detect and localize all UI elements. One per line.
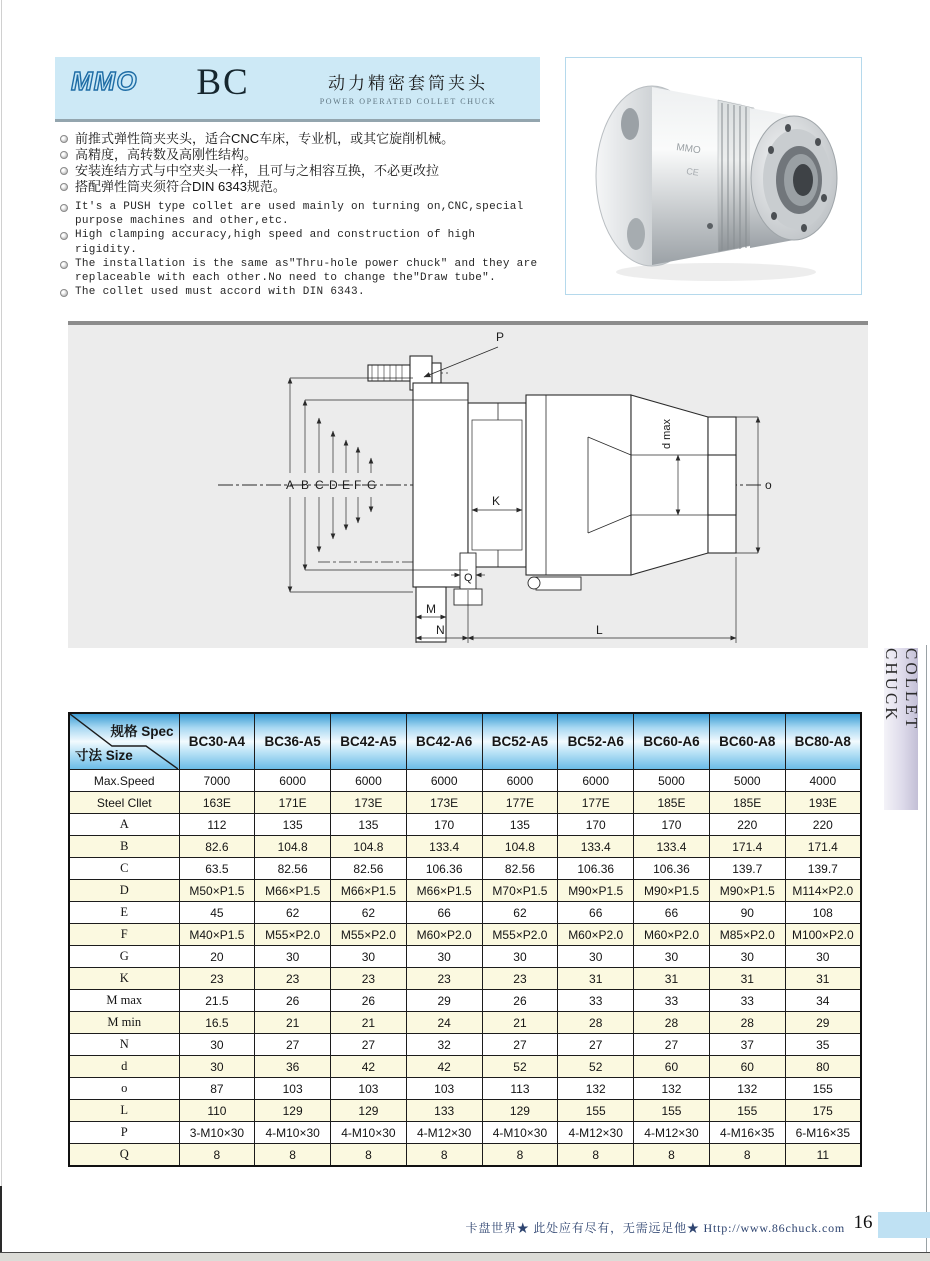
spec-cell: 108 bbox=[785, 902, 861, 924]
spec-cell: 30 bbox=[179, 1056, 255, 1078]
spec-row-k bbox=[69, 968, 861, 990]
spec-cell: 21.5 bbox=[179, 990, 255, 1012]
spec-cell: 129 bbox=[482, 1100, 558, 1122]
spec-cell: 11 bbox=[785, 1144, 861, 1167]
spec-cell: 163E bbox=[179, 792, 255, 814]
technical-drawing bbox=[68, 321, 868, 648]
spec-cell: 193E bbox=[785, 792, 861, 814]
spec-cell: 34 bbox=[785, 990, 861, 1012]
feature-en-text: The installation is the same as"Thru-hole power chuck" and they are replaceable with each other.No need to change the"Draw tube". bbox=[75, 257, 538, 285]
spec-row-label: Q bbox=[69, 1144, 179, 1167]
spec-cell: 135 bbox=[331, 814, 407, 836]
spec-cell: 30 bbox=[709, 946, 785, 968]
spec-cell: 220 bbox=[785, 814, 861, 836]
spec-cell: 28 bbox=[634, 1012, 710, 1034]
spec-cell: 185E bbox=[634, 792, 710, 814]
spec-column-header: BC42-A5 bbox=[331, 713, 407, 770]
brand-logo bbox=[67, 62, 177, 107]
spec-cell: 27 bbox=[482, 1034, 558, 1056]
spec-row-n bbox=[69, 1034, 861, 1056]
spec-row-label: B bbox=[69, 836, 179, 858]
spec-row-p bbox=[69, 1122, 861, 1144]
spec-cell: 37 bbox=[709, 1034, 785, 1056]
spec-cell: 171E bbox=[255, 792, 331, 814]
spec-row-label: Max.Speed bbox=[69, 770, 179, 792]
dim-label-n: N bbox=[436, 623, 445, 637]
series-code: BC bbox=[196, 62, 250, 103]
spec-cell: 170 bbox=[406, 814, 482, 836]
spec-cell: 113 bbox=[482, 1078, 558, 1100]
spec-cell: 29 bbox=[406, 990, 482, 1012]
spec-cell: 4-M12×30 bbox=[634, 1122, 710, 1144]
spec-cell: M66×P1.5 bbox=[331, 880, 407, 902]
spec-cell: 6000 bbox=[331, 770, 407, 792]
side-tab-label: COLLET CHUCK bbox=[882, 648, 921, 731]
spec-cell: 132 bbox=[634, 1078, 710, 1100]
dim-label-d: D bbox=[329, 478, 338, 492]
spec-cell: 185E bbox=[709, 792, 785, 814]
spec-cell: 82.56 bbox=[331, 858, 407, 880]
spec-cell: M55×P2.0 bbox=[482, 924, 558, 946]
spec-cell: 42 bbox=[331, 1056, 407, 1078]
spec-cell: 31 bbox=[634, 968, 710, 990]
spec-cell: 132 bbox=[558, 1078, 634, 1100]
spec-cell: 4-M10×30 bbox=[255, 1122, 331, 1144]
feature-en bbox=[58, 228, 544, 256]
spec-cell: 90 bbox=[709, 902, 785, 924]
bore-dark bbox=[793, 164, 813, 196]
spec-cell: 103 bbox=[331, 1078, 407, 1100]
dim-label-g: G bbox=[367, 478, 377, 492]
spec-cell: 8 bbox=[255, 1144, 331, 1167]
dim-label-q: Q bbox=[464, 572, 473, 584]
spec-cell: 35 bbox=[785, 1034, 861, 1056]
spec-table bbox=[68, 712, 862, 1167]
spec-column-header: BC42-A6 bbox=[406, 713, 482, 770]
bullet-icon bbox=[60, 232, 68, 240]
spec-row-label: D bbox=[69, 880, 179, 902]
spec-cell: 30 bbox=[406, 946, 482, 968]
spec-cell: 8 bbox=[558, 1144, 634, 1167]
spec-row-m-max bbox=[69, 990, 861, 1012]
spec-cell: 170 bbox=[634, 814, 710, 836]
spec-cell: M55×P2.0 bbox=[255, 924, 331, 946]
spec-cell: 8 bbox=[482, 1144, 558, 1167]
dim-label-m: M bbox=[426, 602, 436, 616]
spec-cell: 7000 bbox=[179, 770, 255, 792]
spec-cell: 173E bbox=[406, 792, 482, 814]
spec-cell: 129 bbox=[255, 1100, 331, 1122]
product-photo bbox=[565, 57, 862, 295]
spec-cell: M66×P1.5 bbox=[406, 880, 482, 902]
spec-cell: 26 bbox=[331, 990, 407, 1012]
spec-cell: 62 bbox=[255, 902, 331, 924]
spec-column-header: BC80-A8 bbox=[785, 713, 861, 770]
spec-column-header: BC52-A6 bbox=[558, 713, 634, 770]
spec-column-header: BC60-A6 bbox=[634, 713, 710, 770]
spec-cell: 45 bbox=[179, 902, 255, 924]
bullet-icon bbox=[60, 204, 68, 212]
spec-cell: 139.7 bbox=[785, 858, 861, 880]
spec-cell: M90×P1.5 bbox=[634, 880, 710, 902]
corner-label-spec: 规格 Spec bbox=[110, 724, 174, 739]
spec-row-a bbox=[69, 814, 861, 836]
spec-row-label: M min bbox=[69, 1012, 179, 1034]
spec-row-label: L bbox=[69, 1100, 179, 1122]
product-title-block bbox=[283, 69, 533, 106]
spec-row-g bbox=[69, 946, 861, 968]
product-title-en: POWER OPERATED COLLET CHUCK bbox=[319, 97, 497, 106]
spec-cell: 23 bbox=[406, 968, 482, 990]
knurled-ring bbox=[718, 100, 754, 252]
spec-cell: 31 bbox=[785, 968, 861, 990]
spec-cell: 30 bbox=[482, 946, 558, 968]
spec-row-label: P bbox=[69, 1122, 179, 1144]
dim-label-o: o bbox=[765, 478, 772, 492]
spec-cell: 104.8 bbox=[255, 836, 331, 858]
spec-cell: 31 bbox=[709, 968, 785, 990]
spec-cell: 177E bbox=[482, 792, 558, 814]
spec-cell: 60 bbox=[634, 1056, 710, 1078]
spec-cell: 21 bbox=[482, 1012, 558, 1034]
bullet-icon bbox=[60, 289, 68, 297]
spec-row-o bbox=[69, 1078, 861, 1100]
spec-cell: M100×P2.0 bbox=[785, 924, 861, 946]
feature-cn bbox=[58, 179, 544, 195]
feature-en bbox=[58, 200, 544, 228]
spec-row-label: K bbox=[69, 968, 179, 990]
feature-en-text: The collet used must accord with DIN 6343. bbox=[75, 286, 365, 299]
spec-cell: 110 bbox=[179, 1100, 255, 1122]
feature-en-text: High clamping accuracy,high speed and construction of high rigidity. bbox=[75, 229, 476, 256]
spec-cell: M90×P1.5 bbox=[709, 880, 785, 902]
spec-cell: 8 bbox=[179, 1144, 255, 1167]
spec-row-label: A bbox=[69, 814, 179, 836]
spec-cell: 8 bbox=[709, 1144, 785, 1167]
feature-en bbox=[58, 285, 544, 299]
spec-cell: 26 bbox=[482, 990, 558, 1012]
spec-row-label: Steel Cllet bbox=[69, 792, 179, 814]
spec-cell: 4-M10×30 bbox=[482, 1122, 558, 1144]
spec-cell: 82.6 bbox=[179, 836, 255, 858]
spec-cell: 28 bbox=[709, 1012, 785, 1034]
spec-cell: 6000 bbox=[482, 770, 558, 792]
spec-cell: 106.36 bbox=[558, 858, 634, 880]
spec-row-e bbox=[69, 902, 861, 924]
flange-slot bbox=[621, 108, 639, 140]
bullet-icon bbox=[60, 261, 68, 269]
spec-cell: 33 bbox=[558, 990, 634, 1012]
dim-label-f: F bbox=[354, 478, 362, 492]
spec-cell: 27 bbox=[331, 1034, 407, 1056]
spec-header-row bbox=[69, 713, 861, 770]
spec-cell: 6000 bbox=[406, 770, 482, 792]
spec-cell: 6-M16×35 bbox=[785, 1122, 861, 1144]
spec-cell: 36 bbox=[255, 1056, 331, 1078]
spec-cell: 112 bbox=[179, 814, 255, 836]
page-right-rule bbox=[926, 645, 927, 1252]
spec-cell: 82.56 bbox=[255, 858, 331, 880]
page-bottom-edge bbox=[0, 1252, 930, 1261]
spec-cell: M60×P2.0 bbox=[406, 924, 482, 946]
spec-corner-cell bbox=[69, 713, 179, 770]
dim-label-p: P bbox=[496, 330, 505, 344]
spec-cell: M60×P2.0 bbox=[634, 924, 710, 946]
spec-cell: 104.8 bbox=[482, 836, 558, 858]
spec-cell: 175 bbox=[785, 1100, 861, 1122]
spec-cell: M50×P1.5 bbox=[179, 880, 255, 902]
spec-cell: M40×P1.5 bbox=[179, 924, 255, 946]
spec-cell: 133 bbox=[406, 1100, 482, 1122]
spec-cell: 4-M16×35 bbox=[709, 1122, 785, 1144]
spec-cell: 62 bbox=[482, 902, 558, 924]
brand-logo-text: MMO bbox=[71, 66, 138, 96]
spec-row-c bbox=[69, 858, 861, 880]
spec-row-label: G bbox=[69, 946, 179, 968]
spec-cell: 30 bbox=[331, 946, 407, 968]
dim-label-b: B bbox=[301, 478, 310, 492]
spec-cell: 60 bbox=[709, 1056, 785, 1078]
spec-cell: 87 bbox=[179, 1078, 255, 1100]
spec-cell: 31 bbox=[558, 968, 634, 990]
spec-cell: 27 bbox=[558, 1034, 634, 1056]
page-number: 16 bbox=[853, 1212, 873, 1233]
spec-cell: 33 bbox=[709, 990, 785, 1012]
spec-cell: 155 bbox=[709, 1100, 785, 1122]
features-cn-list bbox=[58, 131, 544, 195]
spec-column-header: BC36-A5 bbox=[255, 713, 331, 770]
spec-cell: 66 bbox=[406, 902, 482, 924]
spec-cell: 133.4 bbox=[634, 836, 710, 858]
spec-cell: 24 bbox=[406, 1012, 482, 1034]
spec-cell: 26 bbox=[255, 990, 331, 1012]
dim-label-e: E bbox=[342, 478, 351, 492]
spec-column-header: BC30-A4 bbox=[179, 713, 255, 770]
header-band bbox=[55, 57, 540, 122]
spec-cell: 52 bbox=[482, 1056, 558, 1078]
spec-cell: M60×P2.0 bbox=[558, 924, 634, 946]
spec-cell: 106.36 bbox=[634, 858, 710, 880]
feature-cn-text: 安装连结方式与中空夹头一样，且可与之相容互换，不必更改拉 bbox=[75, 163, 440, 178]
dim-label-k: K bbox=[492, 494, 501, 508]
spec-cell: M55×P2.0 bbox=[331, 924, 407, 946]
spec-cell: 23 bbox=[331, 968, 407, 990]
spec-cell: 103 bbox=[406, 1078, 482, 1100]
spec-cell: 4-M10×30 bbox=[331, 1122, 407, 1144]
spec-cell: 135 bbox=[482, 814, 558, 836]
engraving-text: MMO bbox=[675, 142, 702, 157]
spec-row-label: o bbox=[69, 1078, 179, 1100]
spec-column-header: BC52-A5 bbox=[482, 713, 558, 770]
spec-row-q bbox=[69, 1144, 861, 1167]
features-en-list bbox=[58, 200, 544, 299]
spec-cell: 23 bbox=[179, 968, 255, 990]
spec-cell: 28 bbox=[558, 1012, 634, 1034]
spec-cell: 104.8 bbox=[331, 836, 407, 858]
dim-label-dmax: d max bbox=[661, 419, 673, 449]
ce-mark: CE bbox=[685, 166, 700, 178]
feature-en-text: It's a PUSH type collet are used mainly on turning on,CNC,special purpose machines and other,etc. bbox=[75, 201, 524, 228]
spec-cell: 106.36 bbox=[406, 858, 482, 880]
spec-cell: 30 bbox=[558, 946, 634, 968]
spec-row-steel-cllet bbox=[69, 792, 861, 814]
spec-cell: 20 bbox=[179, 946, 255, 968]
feature-en bbox=[58, 257, 544, 285]
bullet-icon bbox=[60, 183, 68, 191]
spec-cell: 30 bbox=[785, 946, 861, 968]
spec-cell: 3-M10×30 bbox=[179, 1122, 255, 1144]
page-left-edge-dark bbox=[0, 1186, 2, 1261]
spec-cell: 42 bbox=[406, 1056, 482, 1078]
spec-row-label: M max bbox=[69, 990, 179, 1012]
spec-cell: 23 bbox=[482, 968, 558, 990]
spec-cell: 63.5 bbox=[179, 858, 255, 880]
spec-cell: 30 bbox=[179, 1034, 255, 1056]
spec-cell: 173E bbox=[331, 792, 407, 814]
spec-row-max-speed bbox=[69, 770, 861, 792]
spec-cell: 21 bbox=[255, 1012, 331, 1034]
spec-cell: M85×P2.0 bbox=[709, 924, 785, 946]
bullet-icon bbox=[60, 167, 68, 175]
spec-cell: 135 bbox=[255, 814, 331, 836]
spec-cell: 4-M12×30 bbox=[406, 1122, 482, 1144]
corner-label-size: 寸法 Size bbox=[75, 748, 133, 763]
spec-cell: 155 bbox=[634, 1100, 710, 1122]
spec-cell: 23 bbox=[255, 968, 331, 990]
feature-cn-text: 搭配弹性筒夹须符合DIN 6343规范。 bbox=[75, 179, 286, 194]
dim-label-l: L bbox=[596, 623, 603, 637]
spec-cell: 8 bbox=[634, 1144, 710, 1167]
spec-cell: 27 bbox=[634, 1034, 710, 1056]
spec-row-l bbox=[69, 1100, 861, 1122]
spec-row-b bbox=[69, 836, 861, 858]
spec-cell: M70×P1.5 bbox=[482, 880, 558, 902]
spec-cell: 52 bbox=[558, 1056, 634, 1078]
spec-cell: 103 bbox=[255, 1078, 331, 1100]
spec-cell: 155 bbox=[785, 1078, 861, 1100]
spec-cell: 32 bbox=[406, 1034, 482, 1056]
spec-cell: 30 bbox=[634, 946, 710, 968]
feature-cn bbox=[58, 147, 544, 163]
spec-row-d bbox=[69, 880, 861, 902]
spec-row-label: F bbox=[69, 924, 179, 946]
side-tab-collet-chuck bbox=[882, 648, 921, 810]
spec-row-f bbox=[69, 924, 861, 946]
spec-cell: 16.5 bbox=[179, 1012, 255, 1034]
flange-slot bbox=[627, 218, 645, 250]
spec-cell: 155 bbox=[558, 1100, 634, 1122]
spec-cell: 66 bbox=[634, 902, 710, 924]
spec-cell: 139.7 bbox=[709, 858, 785, 880]
spec-cell: 8 bbox=[406, 1144, 482, 1167]
product-title-cn: 动力精密套筒夹头 bbox=[328, 74, 488, 93]
spec-cell: 133.4 bbox=[406, 836, 482, 858]
feature-cn bbox=[58, 163, 544, 179]
spec-cell: 170 bbox=[558, 814, 634, 836]
footer-corner-accent bbox=[878, 1212, 930, 1238]
bullet-icon bbox=[60, 151, 68, 159]
spec-row-d bbox=[69, 1056, 861, 1078]
spec-row-label: E bbox=[69, 902, 179, 924]
spec-cell: M90×P1.5 bbox=[558, 880, 634, 902]
spec-cell: 8 bbox=[331, 1144, 407, 1167]
feature-cn bbox=[58, 131, 544, 147]
spec-cell: 133.4 bbox=[558, 836, 634, 858]
spec-cell: 82.56 bbox=[482, 858, 558, 880]
feature-cn-text: 高精度，高转数及高刚性结构。 bbox=[75, 147, 258, 162]
spec-cell: 21 bbox=[331, 1012, 407, 1034]
dim-label-a: A bbox=[286, 478, 295, 492]
spec-cell: 132 bbox=[709, 1078, 785, 1100]
spec-row-label: C bbox=[69, 858, 179, 880]
spec-cell: 5000 bbox=[709, 770, 785, 792]
spec-cell: 33 bbox=[634, 990, 710, 1012]
spec-cell: 62 bbox=[331, 902, 407, 924]
feature-cn-text: 前推式弹性筒夹夹头，适合CNC车床，专业机，或其它旋削机械。 bbox=[75, 131, 455, 146]
bullet-icon bbox=[60, 135, 68, 143]
spec-cell: 220 bbox=[709, 814, 785, 836]
spec-cell: 27 bbox=[255, 1034, 331, 1056]
spec-column-header: BC60-A8 bbox=[709, 713, 785, 770]
spec-row-label: N bbox=[69, 1034, 179, 1056]
spec-row-m-min bbox=[69, 1012, 861, 1034]
spec-cell: 129 bbox=[331, 1100, 407, 1122]
page-left-edge bbox=[1, 0, 2, 1261]
dim-label-c: C bbox=[315, 478, 324, 492]
spec-cell: 4-M12×30 bbox=[558, 1122, 634, 1144]
spec-cell: 80 bbox=[785, 1056, 861, 1078]
spec-cell: 5000 bbox=[634, 770, 710, 792]
spec-cell: M114×P2.0 bbox=[785, 880, 861, 902]
spec-cell: 6000 bbox=[558, 770, 634, 792]
spec-cell: 4000 bbox=[785, 770, 861, 792]
spec-cell: 29 bbox=[785, 1012, 861, 1034]
body-hole bbox=[707, 223, 713, 229]
spec-cell: 30 bbox=[255, 946, 331, 968]
spec-cell: M66×P1.5 bbox=[255, 880, 331, 902]
footer-slogan: 卡盘世界★ 此处应有尽有，无需远足他★ Http://www.86chuck.com bbox=[465, 1221, 845, 1235]
spec-cell: 171.4 bbox=[785, 836, 861, 858]
spec-cell: 6000 bbox=[255, 770, 331, 792]
spec-cell: 171.4 bbox=[709, 836, 785, 858]
spec-cell: 177E bbox=[558, 792, 634, 814]
spec-cell: 66 bbox=[558, 902, 634, 924]
spec-row-label: d bbox=[69, 1056, 179, 1078]
